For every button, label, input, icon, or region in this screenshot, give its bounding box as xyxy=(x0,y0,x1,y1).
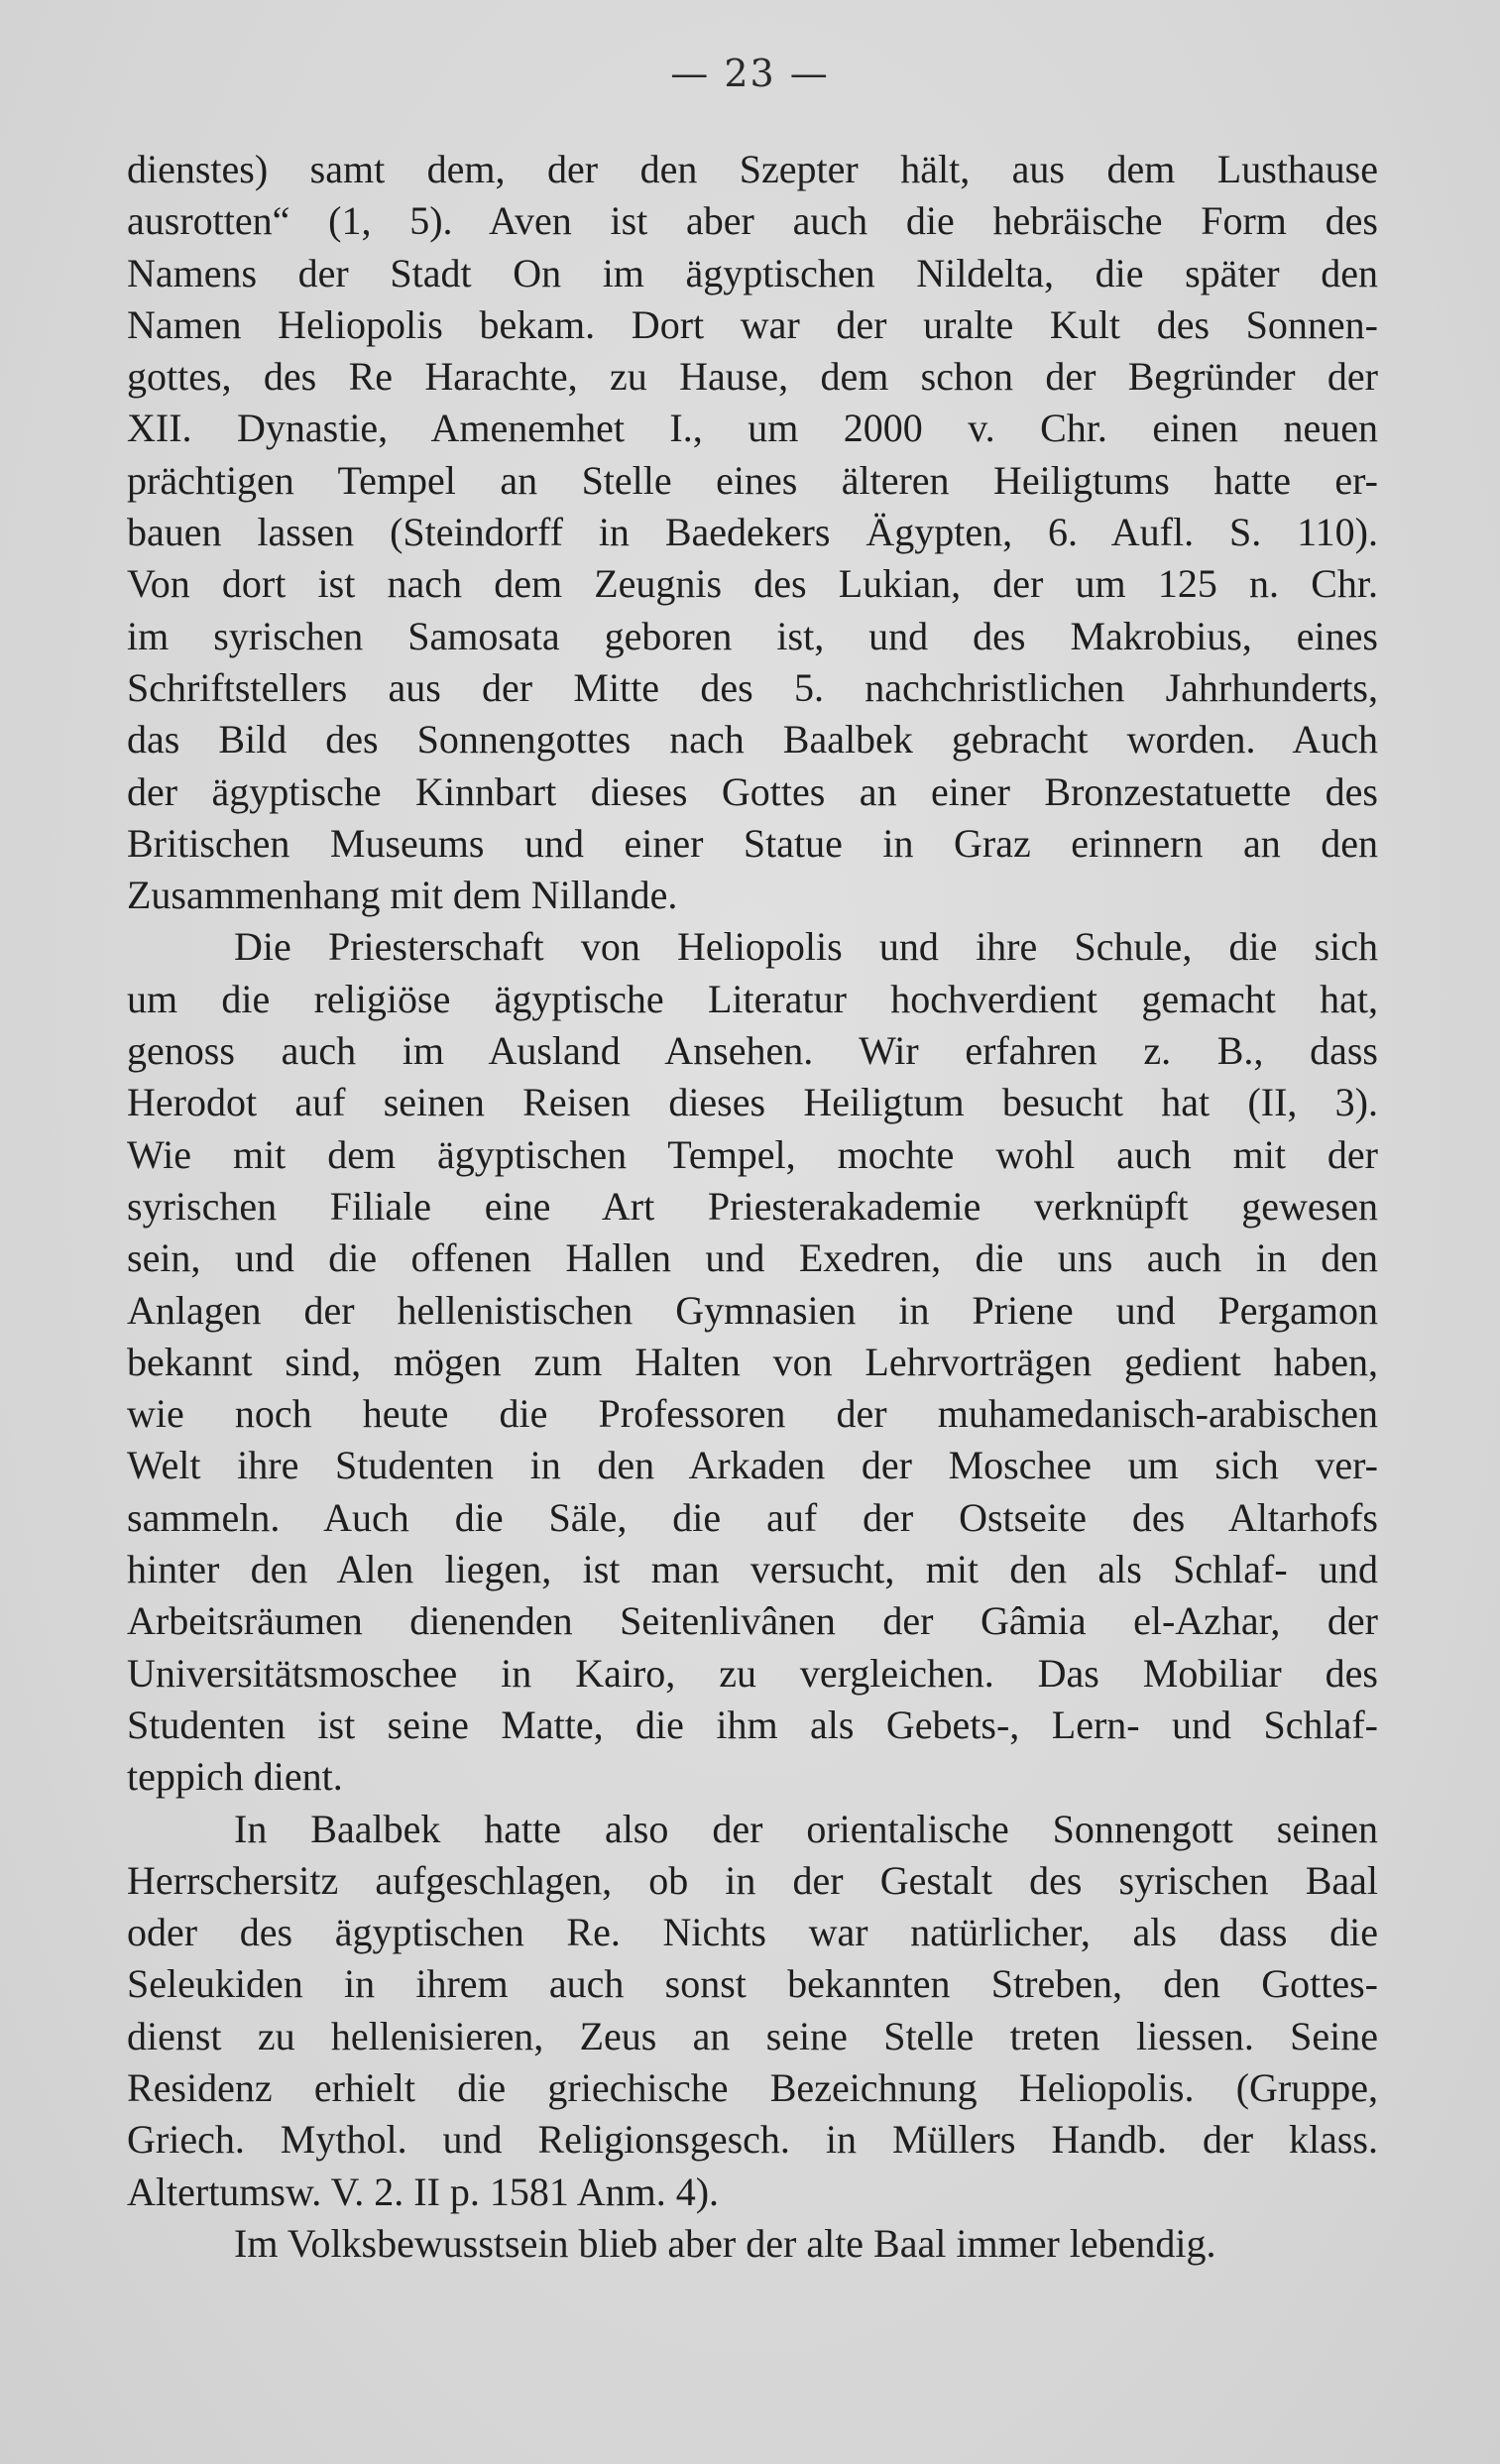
text-line: Anlagen der hellenistischen Gymnasien in Priene und Pergamon xyxy=(127,1287,1378,1333)
text-line: Britischen Museums und einer Statue in Graz erinnern an den xyxy=(127,820,1378,866)
text-line: hinter den Alen liegen, ist man versucht, mit den als Schlaf- und xyxy=(127,1547,1378,1592)
text-line: genoss auch im Ausland Ansehen. Wir erfahren z. B., dass xyxy=(127,1028,1378,1074)
text-line: Namens der Stadt On im ägyptischen Nildelta, die später den xyxy=(127,250,1378,295)
body-text xyxy=(127,144,1378,2270)
text-line: Herrschersitz aufgeschlagen, ob in der Gestalt des syrischen Baal xyxy=(127,1857,1378,1903)
text-line: Herodot auf seinen Reisen dieses Heiligtum besucht hat (II, 3). xyxy=(127,1080,1378,1125)
text-line: teppich dient. xyxy=(127,1754,343,1800)
text-line: Seleukiden in ihrem auch sonst bekannten Streben, den Gottes- xyxy=(127,1961,1378,2007)
text-line: sein, und die offenen Hallen und Exedren, die uns auch in den xyxy=(127,1235,1378,1281)
text-line: XII. Dynastie, Amenemhet I., um 2000 v. Chr. einen neuen xyxy=(127,406,1378,451)
text-line: sammeln. Auch die Säle, die auf der Ostseite des Altarhofs xyxy=(127,1494,1378,1540)
text-line: Altertumsw. V. 2. II p. 1581 Anm. 4). xyxy=(127,2169,720,2214)
text-line: Von dort ist nach dem Zeugnis des Lukian, der um 125 n. Chr. xyxy=(127,561,1378,607)
paragraph-start-line: Die Priesterschaft von Heliopolis und ihre Schule, die sich xyxy=(234,924,1378,970)
paragraph-start-line: In Baalbek hatte also der orientalische Sonnengott seinen xyxy=(234,1806,1378,1851)
text-line: bauen lassen (Steindorff in Baedekers Ägypten, 6. Aufl. S. 110). xyxy=(127,510,1378,555)
text-line: Arbeitsräumen dienenden Seitenlivânen der Gâmia el-Azhar, der xyxy=(127,1598,1378,1644)
text-line: Griech. Mythol. und Religionsgesch. in Müllers Handb. der klass. xyxy=(127,2117,1378,2163)
text-line: gottes, des Re Harachte, zu Hause, dem schon der Begründer der xyxy=(127,354,1378,400)
text-line: um die religiöse ägyptische Literatur hochverdient gemacht hat, xyxy=(127,976,1378,1021)
text-line: prächtigen Tempel an Stelle eines älteren Heiligtums hatte er- xyxy=(127,457,1378,503)
text-line: Universitätsmoschee in Kairo, zu vergleichen. Das Mobiliar des xyxy=(127,1650,1378,1696)
text-line: Welt ihre Studenten in den Arkaden der Moschee um sich ver- xyxy=(127,1443,1378,1488)
text-line: der ägyptische Kinnbart dieses Gottes an einer Bronzestatuette des xyxy=(127,768,1378,814)
text-line: Residenz erhielt die griechische Bezeichnung Heliopolis. (Gruppe, xyxy=(127,2064,1378,2110)
text-line: oder des ägyptischen Re. Nichts war natürlicher, als dass die xyxy=(127,1910,1378,1955)
text-line: dienst zu hellenisieren, Zeus an seine Stelle treten liessen. Seine xyxy=(127,2013,1378,2058)
text-line: dienstes) samt dem, der den Szepter hält, aus dem Lusthause xyxy=(127,147,1378,191)
text-line: ausrotten“ (1, 5). Aven ist aber auch die hebräische Form des xyxy=(127,198,1378,244)
text-line: bekannt sind, mögen zum Halten von Lehrvorträgen gedient haben, xyxy=(127,1339,1378,1384)
text-line: syrischen Filiale eine Art Priesterakademie verknüpft gewesen xyxy=(127,1183,1378,1229)
text-line: Studenten ist seine Matte, die ihm als Gebets-, Lern- und Schlaf- xyxy=(127,1701,1378,1747)
text-line: Wie mit dem ägyptischen Tempel, mochte wohl auch mit der xyxy=(127,1131,1378,1177)
text-line: das Bild des Sonnengottes nach Baalbek gebracht worden. Auch xyxy=(127,717,1378,763)
text-line: Zusammenhang mit dem Nillande. xyxy=(127,873,678,918)
text-line: Schriftstellers aus der Mitte des 5. nachchristlichen Jahrhunderts, xyxy=(127,664,1378,710)
text-line: wie noch heute die Professoren der muhamedanisch-arabischen xyxy=(127,1391,1378,1437)
text-line: Namen Heliopolis bekam. Dort war der uralte Kult des Sonnen- xyxy=(127,301,1378,347)
page-number: — 23 — xyxy=(670,52,830,95)
paragraph-start-line: Im Volksbewusstsein blieb aber der alte Baal immer lebendig. xyxy=(234,2220,1216,2266)
text-line: im syrischen Samosata geboren ist, und des Makrobius, eines xyxy=(127,613,1378,658)
